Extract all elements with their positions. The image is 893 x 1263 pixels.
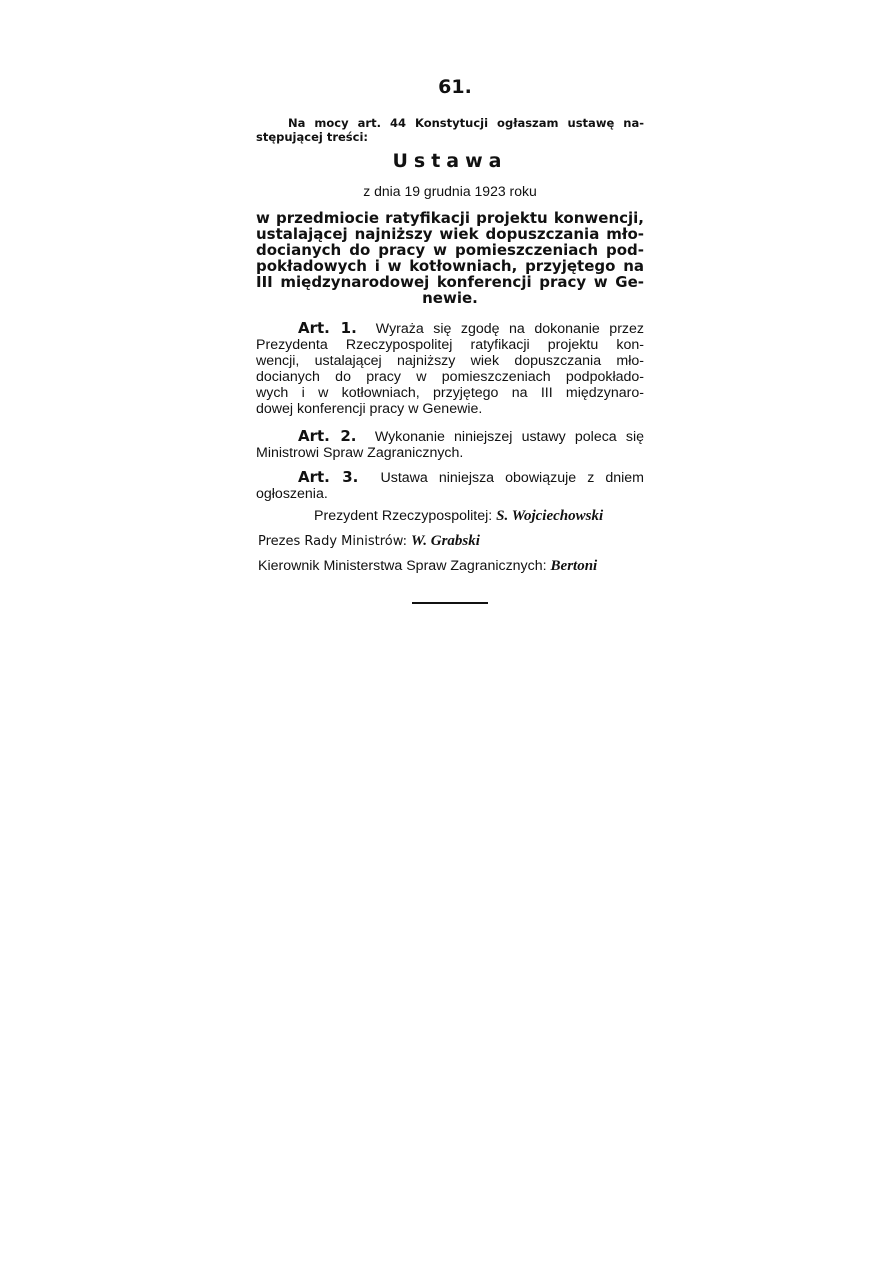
article-line: Prezydenta Rzeczypospolitej ratyfikacji projektu kon- bbox=[256, 337, 644, 353]
promulgation-clause bbox=[256, 116, 644, 144]
article-line: ogłoszenia. bbox=[256, 486, 328, 502]
article-line: Ministrowi Spraw Zagranicznych. bbox=[256, 445, 464, 461]
title-line: ustalającej najniższy wiek dopuszczania mło- bbox=[256, 225, 644, 243]
article-3 bbox=[256, 468, 644, 502]
intro-line: Na mocy art. 44 Konstytucji ogłaszam ustawę na- bbox=[288, 116, 644, 130]
signature-role: Kierownik Ministerstwa Spraw Zagranicznych: bbox=[258, 558, 547, 574]
signature-foreign-minister bbox=[258, 557, 597, 575]
article-line: docianych do pracy w pomieszczeniach podpokłado- bbox=[256, 369, 644, 385]
title-line: III międzynarodowej konferencji pracy w Ge- bbox=[256, 273, 644, 291]
page-number: 61. bbox=[438, 76, 472, 98]
article-1 bbox=[256, 319, 644, 417]
section-divider bbox=[412, 602, 488, 604]
article-label: Art. 2. bbox=[298, 427, 357, 445]
article-line: wencji, ustalającej najniższy wiek dopuszczania mło- bbox=[256, 353, 644, 369]
title-line: pokładowych i w kotłowniach, przyjętego na bbox=[256, 257, 644, 275]
signature-name: W. Grabski bbox=[411, 533, 480, 549]
article-line: Wyraża się zgodę na dokonanie przez bbox=[375, 321, 644, 337]
article-label: Art. 3. bbox=[298, 468, 359, 486]
title-line: w przedmiocie ratyfikacji projektu konwencji, bbox=[256, 209, 644, 227]
article-label: Art. 1. bbox=[298, 319, 357, 337]
signature-role: Prezydent Rzeczypospolitej: bbox=[314, 508, 493, 524]
signature-name: Bertoni bbox=[550, 558, 598, 574]
document-date: z dnia 19 grudnia 1923 roku bbox=[363, 183, 537, 199]
act-title bbox=[256, 210, 644, 306]
article-2 bbox=[256, 427, 644, 461]
title-line: docianych do pracy w pomieszczeniach pod- bbox=[256, 241, 644, 259]
document-heading: Ustawa bbox=[392, 150, 508, 172]
signature-prime-minister bbox=[258, 532, 480, 551]
article-line: dowej konferencji pracy w Genewie. bbox=[256, 401, 483, 417]
intro-line: stępującej treści: bbox=[256, 130, 368, 144]
title-line: newie. bbox=[422, 289, 478, 307]
signature-president bbox=[314, 507, 603, 525]
article-line: Ustawa niniejsza obowiązuje z dniem bbox=[380, 470, 644, 486]
article-line: Wykonanie niniejszej ustawy poleca się bbox=[374, 429, 645, 445]
signature-role: Prezes Rady Ministrów: bbox=[258, 534, 408, 549]
article-line: wych i w kotłowniach, przyjętego na III międzynaro- bbox=[256, 385, 644, 401]
signature-name: S. Wojciechowski bbox=[496, 508, 604, 524]
